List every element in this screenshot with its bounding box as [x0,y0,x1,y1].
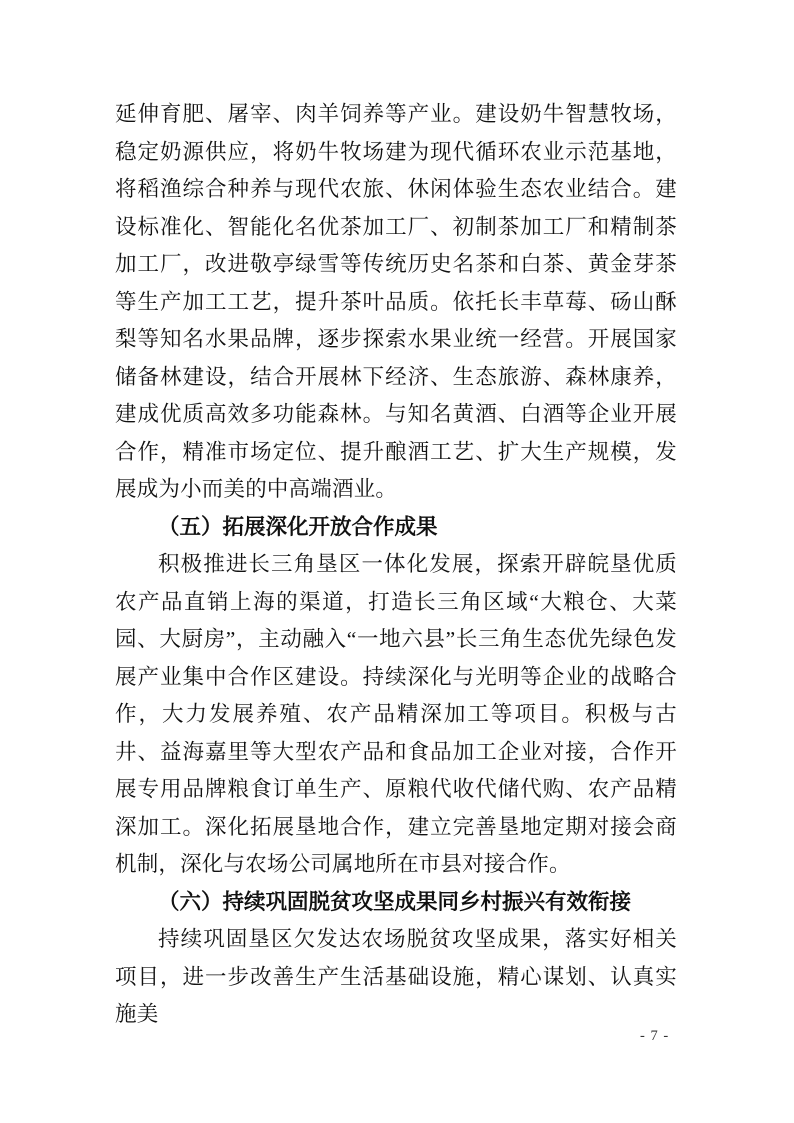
section-heading-five: （五）拓展深化开放合作成果 [158,514,438,539]
paragraph-continuation: 延伸育肥、屠宰、肉羊饲养等产业。建设奶牛智慧牧场，稳定奶源供应，将奶牛牧场建为现代循环农业示范基地，将稻渔综合种养与现代农旅、休闲体验生态农业结合。建设标准化、智能化名优茶加工厂、初制茶加工厂和精制茶加工厂，改进敬亭绿雪等传统历史名茶和白茶、黄金芽茶等生产加工工艺，提升茶叶品质。依托长丰草莓、砀山酥梨等知名水果品牌，逐步探索水果业统一经营。开展国家储备林建设，结合开展林下经济、生态旅游、森林康养，建成优质高效多功能森林。与知名黄酒、白酒等企业开展合作，精准市场定位、提升酿酒工艺、扩大生产规模，发展成为小而美的中高端酒业。 [115,102,677,501]
paragraph-section-five: 积极推进长三角垦区一体化发展，探索开辟皖垦优质农产品直销上海的渠道，打造长三角区域“大粮仓、大菜园、大厨房”，主动融入“一地六县”长三角生态优先绿色发展产业集中合作区建设。持续深化与光明等企业的战略合作，大力发展养殖、农产品精深加工等项目。积极与古井、益海嘉里等大型农产品和食品加工企业对接，合作开展专用品牌粮食订单生产、原粮代收代储代购、农产品精深加工。深化拓展垦地合作，建立完善垦地定期对接会商机制，深化与农场公司属地所在市县对接合作。 [115,552,677,876]
page-body-text [115,96,677,1034]
section-heading-six: （六）持续巩固脱贫攻坚成果同乡村振兴有效衔接 [158,889,632,914]
page-number: - 7 - [640,1028,670,1044]
paragraph-section-six: 持续巩固垦区欠发达农场脱贫攻坚成果，落实好相关项目，进一步改善生产生活基础设施，精心谋划、认真实施美 [115,927,677,1026]
